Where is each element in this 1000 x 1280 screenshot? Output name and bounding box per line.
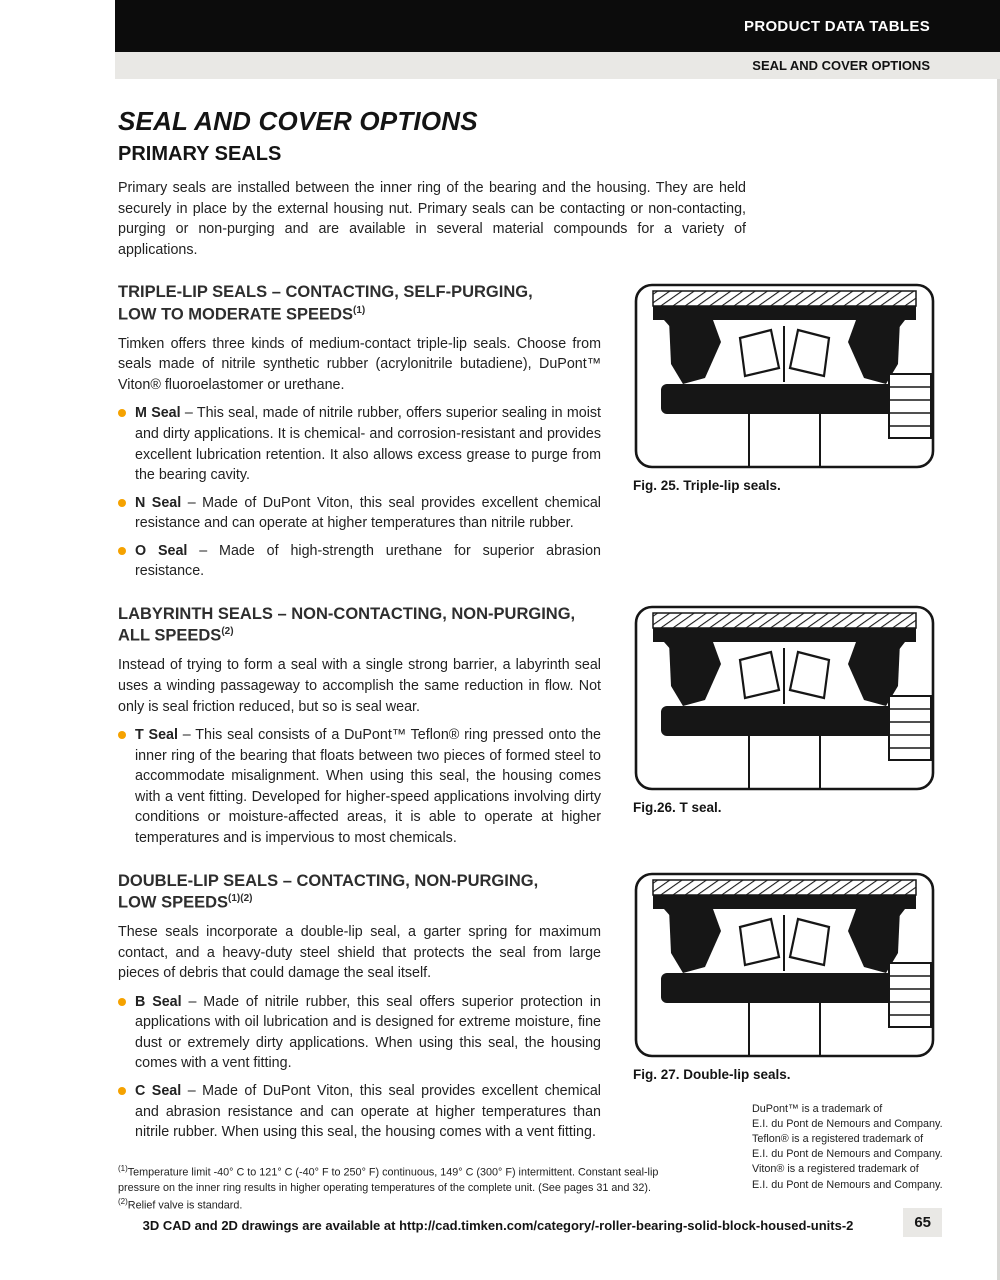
trademark-line: E.I. du Pont de Nemours and Company. (752, 1148, 943, 1161)
heading-footnote-marker: (2) (221, 626, 234, 638)
trademark-line: Viton® is a registered trademark of (752, 1163, 919, 1176)
figure-column (633, 871, 936, 1082)
bearing-cross-section-diagram (633, 871, 936, 1059)
figure-caption: Fig. 25. Triple-lip seals. (633, 478, 781, 494)
section-body: Timken offers three kinds of medium-contact triple-lip seals. Choose from seals made of nitrile synthetic rubber (acrylonitrile butadiene), DuPont™ Viton® fluoroelastomer or urethane. (118, 335, 601, 393)
seal-name: T Seal (135, 727, 178, 744)
subheader-bar (115, 52, 1000, 79)
list-item (118, 992, 601, 1074)
heading-line: ALL SPEEDS (118, 626, 222, 645)
seal-name: B Seal (135, 993, 182, 1010)
seal-description: – This seal, made of nitrile rubber, offers superior sealing in moist and dirty applications. It is chemical- and corrosion-resistant and provides excellent lubrication retention. It also allows excess grease to purge from the bearing cavity. (135, 405, 601, 484)
trademark-notes (752, 1102, 957, 1193)
section-body: Instead of trying to form a seal with a single strong barrier, a labyrinth seal uses a winding passageway to accomplish the same reduction in flow. Not only is seal friction reduced, but so is seal wear. (118, 657, 601, 715)
seal-bullet-list (118, 725, 601, 848)
heading-line: LOW SPEEDS (118, 893, 229, 912)
footnote-text: Relief valve is standard. (127, 1199, 243, 1212)
section-text-column (118, 282, 601, 582)
intro-paragraph: Primary seals are installed between the inner ring of the bearing and the housing. They are held securely in place by the external housing nut. Primary seals can be contacting or non-contacting, purging or non-purging and are available in several material compounds for a variety of applications. (118, 180, 746, 258)
footnote-1 (118, 1163, 693, 1196)
figure-26 (633, 604, 936, 792)
bearing-cross-section-diagram (633, 282, 936, 470)
section-heading (118, 604, 601, 647)
seal-name: M Seal (135, 405, 181, 422)
seal-name: N Seal (135, 494, 182, 511)
heading-footnote-marker: (1)(2) (228, 893, 253, 905)
figure-column (633, 282, 936, 493)
seal-description: – Made of DuPont Viton, this seal provides excellent chemical resistance and can operate at higher temperatures than nitrile rubber. (135, 494, 601, 532)
footnotes (118, 1163, 693, 1214)
bearing-cross-section-diagram (633, 604, 936, 792)
trademark-line: E.I. du Pont de Nemours and Company. (752, 1118, 943, 1131)
header-bar (115, 0, 1000, 52)
heading-line: LOW TO MODERATE SPEEDS (118, 305, 353, 324)
footnote-text: Temperature limit -40° C to 121° C (-40° F to 250° F) continuous, 149° C (300° F) intermittent. Constant seal-lip pressure on the inner ring results in higher operating temperatures of the complete unit. (See pages 31 and 32). (118, 1166, 659, 1194)
seal-description: – Made of DuPont Viton, this seal provides excellent chemical and abrasion resistance and can operate at higher temperatures than nitrile rubber. When using this seal, the housing comes with a vent fitting. (135, 1083, 601, 1141)
subheader-title: SEAL AND COVER OPTIONS (752, 58, 930, 73)
list-item (118, 725, 601, 848)
list-item (118, 1081, 601, 1143)
trademark-line: E.I. du Pont de Nemours and Company. (752, 1178, 943, 1191)
section-body: These seals incorporate a double-lip seal, a garter spring for maximum contact, and a heavy-duty steel shield that protects the seal from large pieces of debris that could damage the seal itself. (118, 924, 601, 982)
page-content (118, 106, 936, 1214)
seal-description: – Made of high-strength urethane for superior abrasion resistance. (135, 542, 601, 580)
header-title: PRODUCT DATA TABLES (744, 17, 930, 35)
trademark-line: DuPont™ is a trademark of (752, 1103, 883, 1115)
list-item (118, 541, 601, 582)
seal-bullet-list (118, 403, 601, 582)
section-text-column (118, 871, 601, 1143)
list-item (118, 403, 601, 485)
section-heading (118, 871, 601, 914)
figure-25 (633, 282, 936, 470)
footnote-marker: (2) (118, 1197, 128, 1207)
trademark-line: Teflon® is a registered trademark of (752, 1133, 924, 1146)
section-text-column (118, 604, 601, 849)
heading-line: LABYRINTH SEALS – NON-CONTACTING, NON-PURGING, (118, 605, 576, 624)
seal-description: – Made of nitrile rubber, this seal offers superior protection in applications with oil lubrication and is designed for extreme moisture, fine dust or extremely dirty applications. When using this seal, the housing comes with a vent fitting. (135, 993, 601, 1072)
seal-bullet-list (118, 992, 601, 1143)
seal-description: – This seal consists of a DuPont™ Teflon® ring pressed onto the inner ring of the bearing that floats between two pieces of formed steel to accommodate misalignment. When using this seal, the housing comes with a vent fitting. Developed for higher-speed applications involving dirty conditions or moisture-affected areas, it is able to operate at higher temperatures and is impervious to most chemicals. (135, 727, 601, 847)
seal-name: C Seal (135, 1083, 182, 1100)
section-labyrinth-seals (118, 604, 936, 849)
page-subtitle: PRIMARY SEALS (118, 143, 282, 165)
figure-column (633, 604, 936, 815)
list-item (118, 493, 601, 534)
footer-cad-note: 3D CAD and 2D drawings are available at http://cad.timken.com/category/-roller-bearing-solid-block-housed-units-2 (142, 1218, 854, 1233)
heading-line: DOUBLE-LIP SEALS – CONTACTING, NON-PURGING, (118, 871, 539, 890)
page-number: 65 (903, 1208, 942, 1237)
page-title: SEAL AND COVER OPTIONS (118, 106, 478, 136)
heading-footnote-marker: (1) (353, 304, 366, 316)
figure-caption: Fig.26. T seal. (633, 800, 722, 816)
footnote-marker: (1) (118, 1163, 128, 1173)
footnote-2 (118, 1196, 693, 1214)
figure-27 (633, 871, 936, 1059)
section-triple-lip-seals (118, 282, 936, 582)
section-heading (118, 282, 601, 325)
seal-name: O Seal (135, 542, 188, 559)
heading-line: TRIPLE-LIP SEALS – CONTACTING, SELF-PURGING, (118, 283, 533, 302)
figure-caption: Fig. 27. Double-lip seals. (633, 1066, 791, 1082)
